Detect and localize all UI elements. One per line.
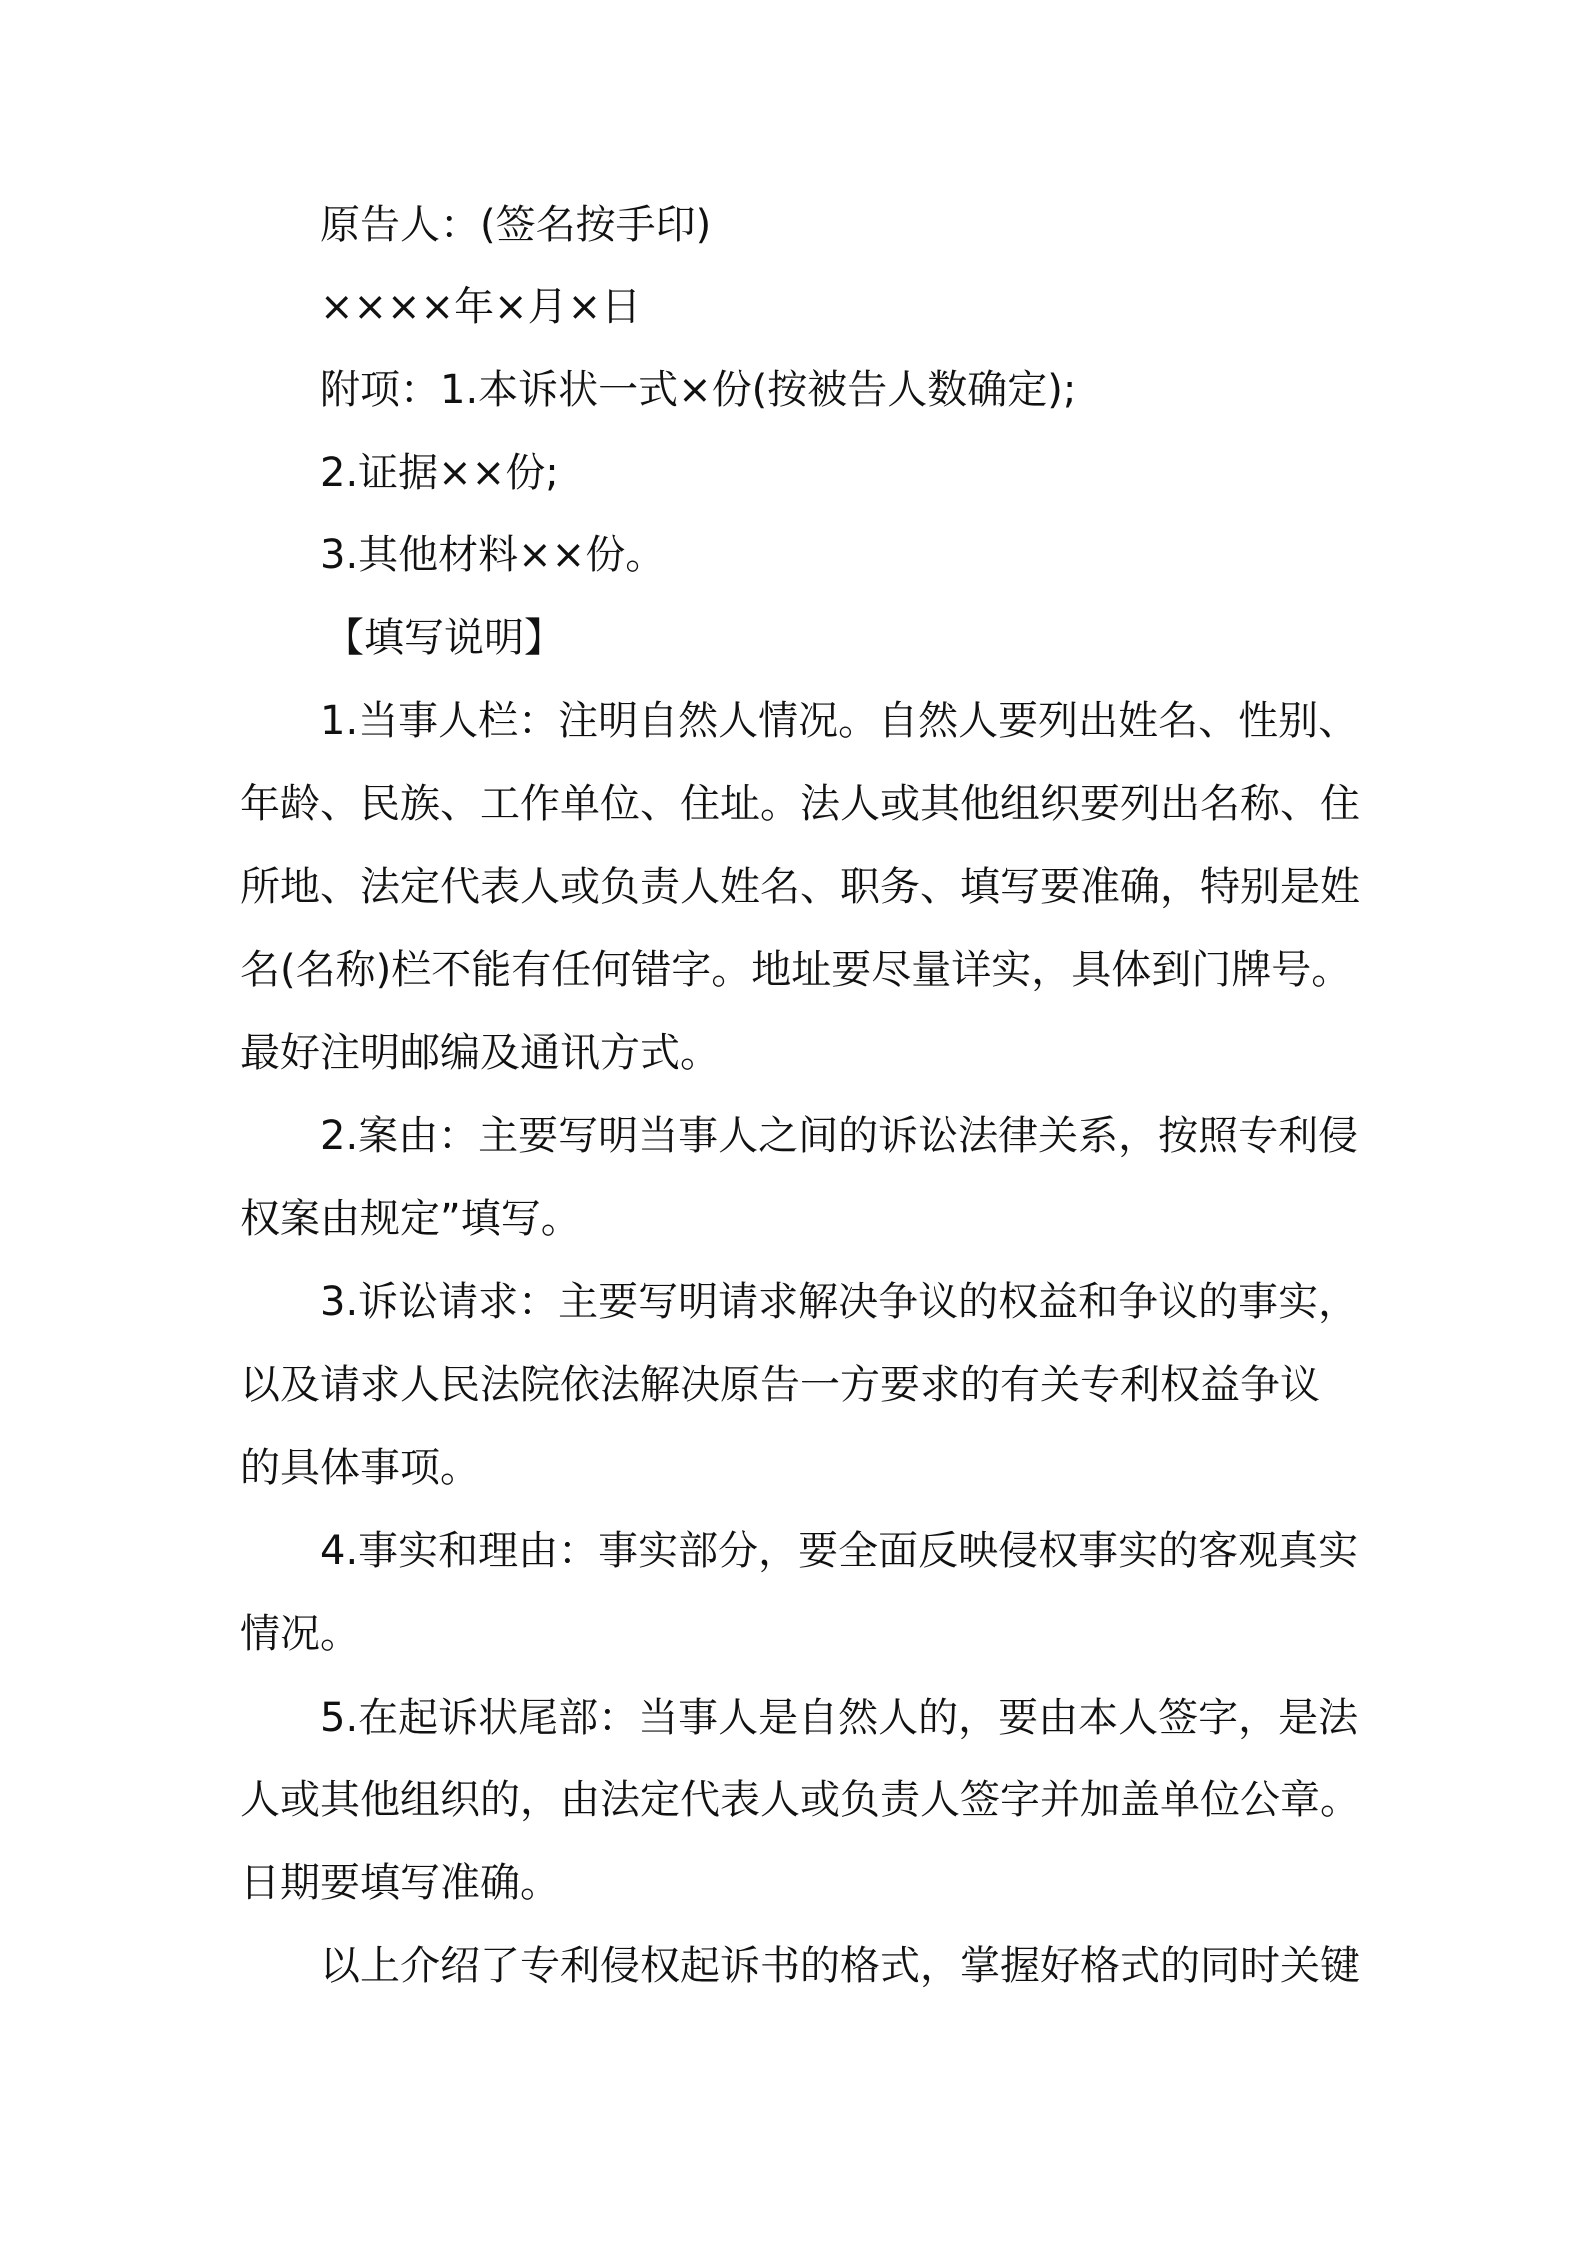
attachment-item-3: 3.其他材料××份。	[320, 532, 666, 578]
instruction-1-line-5: 最好注明邮编及通讯方式。	[240, 1030, 720, 1076]
instruction-5-line-2: 人或其他组织的，由法定代表人或负责人签字并加盖单位公章。	[240, 1777, 1360, 1823]
instruction-2-line-2: 权案由规定”填写。	[240, 1196, 581, 1242]
instruction-2-line-1: 2.案由：主要写明当事人之间的诉讼法律关系，按照专利侵	[320, 1113, 1359, 1159]
instruction-5-line-3: 日期要填写准确。	[240, 1860, 560, 1906]
attachments-title: 附项：1.本诉状一式×份(按被告人数确定);	[320, 367, 1077, 413]
instruction-1-line-1: 1.当事人栏：注明自然人情况。自然人要列出姓名、性别、	[320, 698, 1359, 744]
date-line: ××××年×月×日	[320, 284, 642, 330]
attachment-item-2: 2.证据××份;	[320, 450, 559, 496]
instruction-1-line-4: 名(名称)栏不能有任何错字。地址要尽量详实，具体到门牌号。	[240, 947, 1352, 993]
instruction-1-line-3: 所地、法定代表人或负责人姓名、职务、填写要准确，特别是姓	[240, 864, 1360, 910]
instruction-4-line-2: 情况。	[240, 1611, 360, 1657]
instruction-3-line-3: 的具体事项。	[240, 1445, 480, 1491]
instruction-3-line-2: 以及请求人民法院依法解决原告一方要求的有关专利权益争议	[240, 1362, 1320, 1408]
instruction-1-line-2: 年龄、民族、工作单位、住址。法人或其他组织要列出名称、住	[240, 781, 1360, 827]
plaintiff-signature-line: 原告人：(签名按手印)	[320, 202, 712, 248]
instructions-header: 【填写说明】	[324, 615, 564, 661]
instruction-4-line-1: 4.事实和理由：事实部分，要全面反映侵权事实的客观真实	[320, 1528, 1359, 1574]
conclusion-line: 以上介绍了专利侵权起诉书的格式，掌握好格式的同时关键	[320, 1943, 1360, 1989]
instruction-5-line-1: 5.在起诉状尾部：当事人是自然人的，要由本人签字，是法	[320, 1695, 1359, 1741]
instruction-3-line-1: 3.诉讼请求：主要写明请求解决争议的权益和争议的事实，	[320, 1279, 1359, 1325]
